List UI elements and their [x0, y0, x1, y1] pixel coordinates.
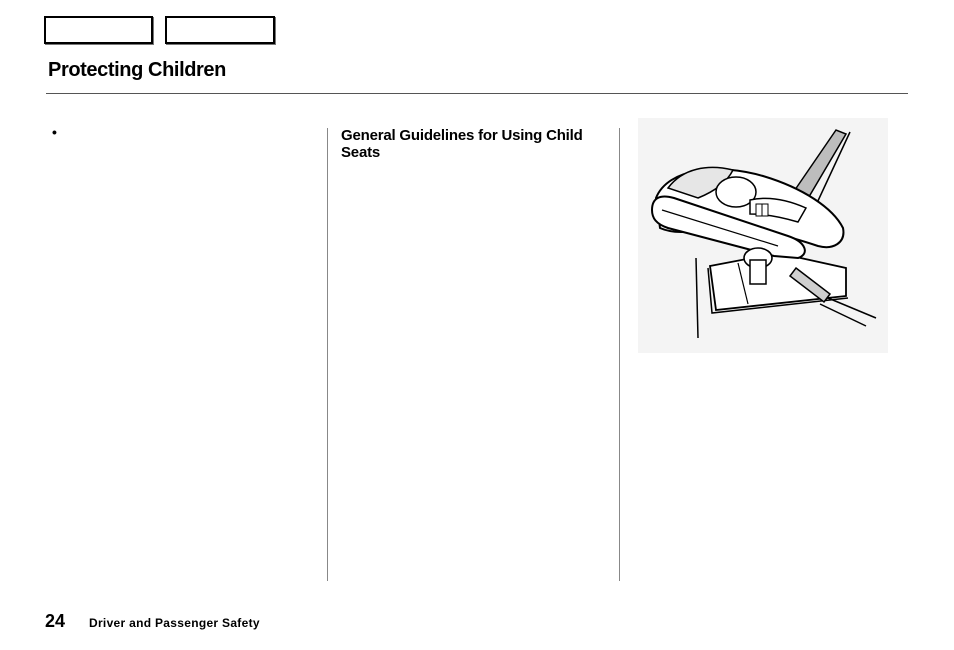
page-number: 24 [45, 611, 66, 631]
column-divider-right [619, 128, 620, 581]
section-heading: General Guidelines for Using Child Seats [341, 127, 583, 161]
infant-seat-illustration [638, 118, 888, 353]
bullet-point: • [52, 124, 57, 140]
previous-page-button[interactable] [44, 16, 153, 44]
section-name: Driver and Passenger Safety [89, 616, 260, 630]
next-page-button[interactable] [165, 16, 275, 44]
column-divider-left [327, 128, 328, 581]
title-divider [46, 93, 908, 94]
page-title: Protecting Children [48, 59, 226, 81]
